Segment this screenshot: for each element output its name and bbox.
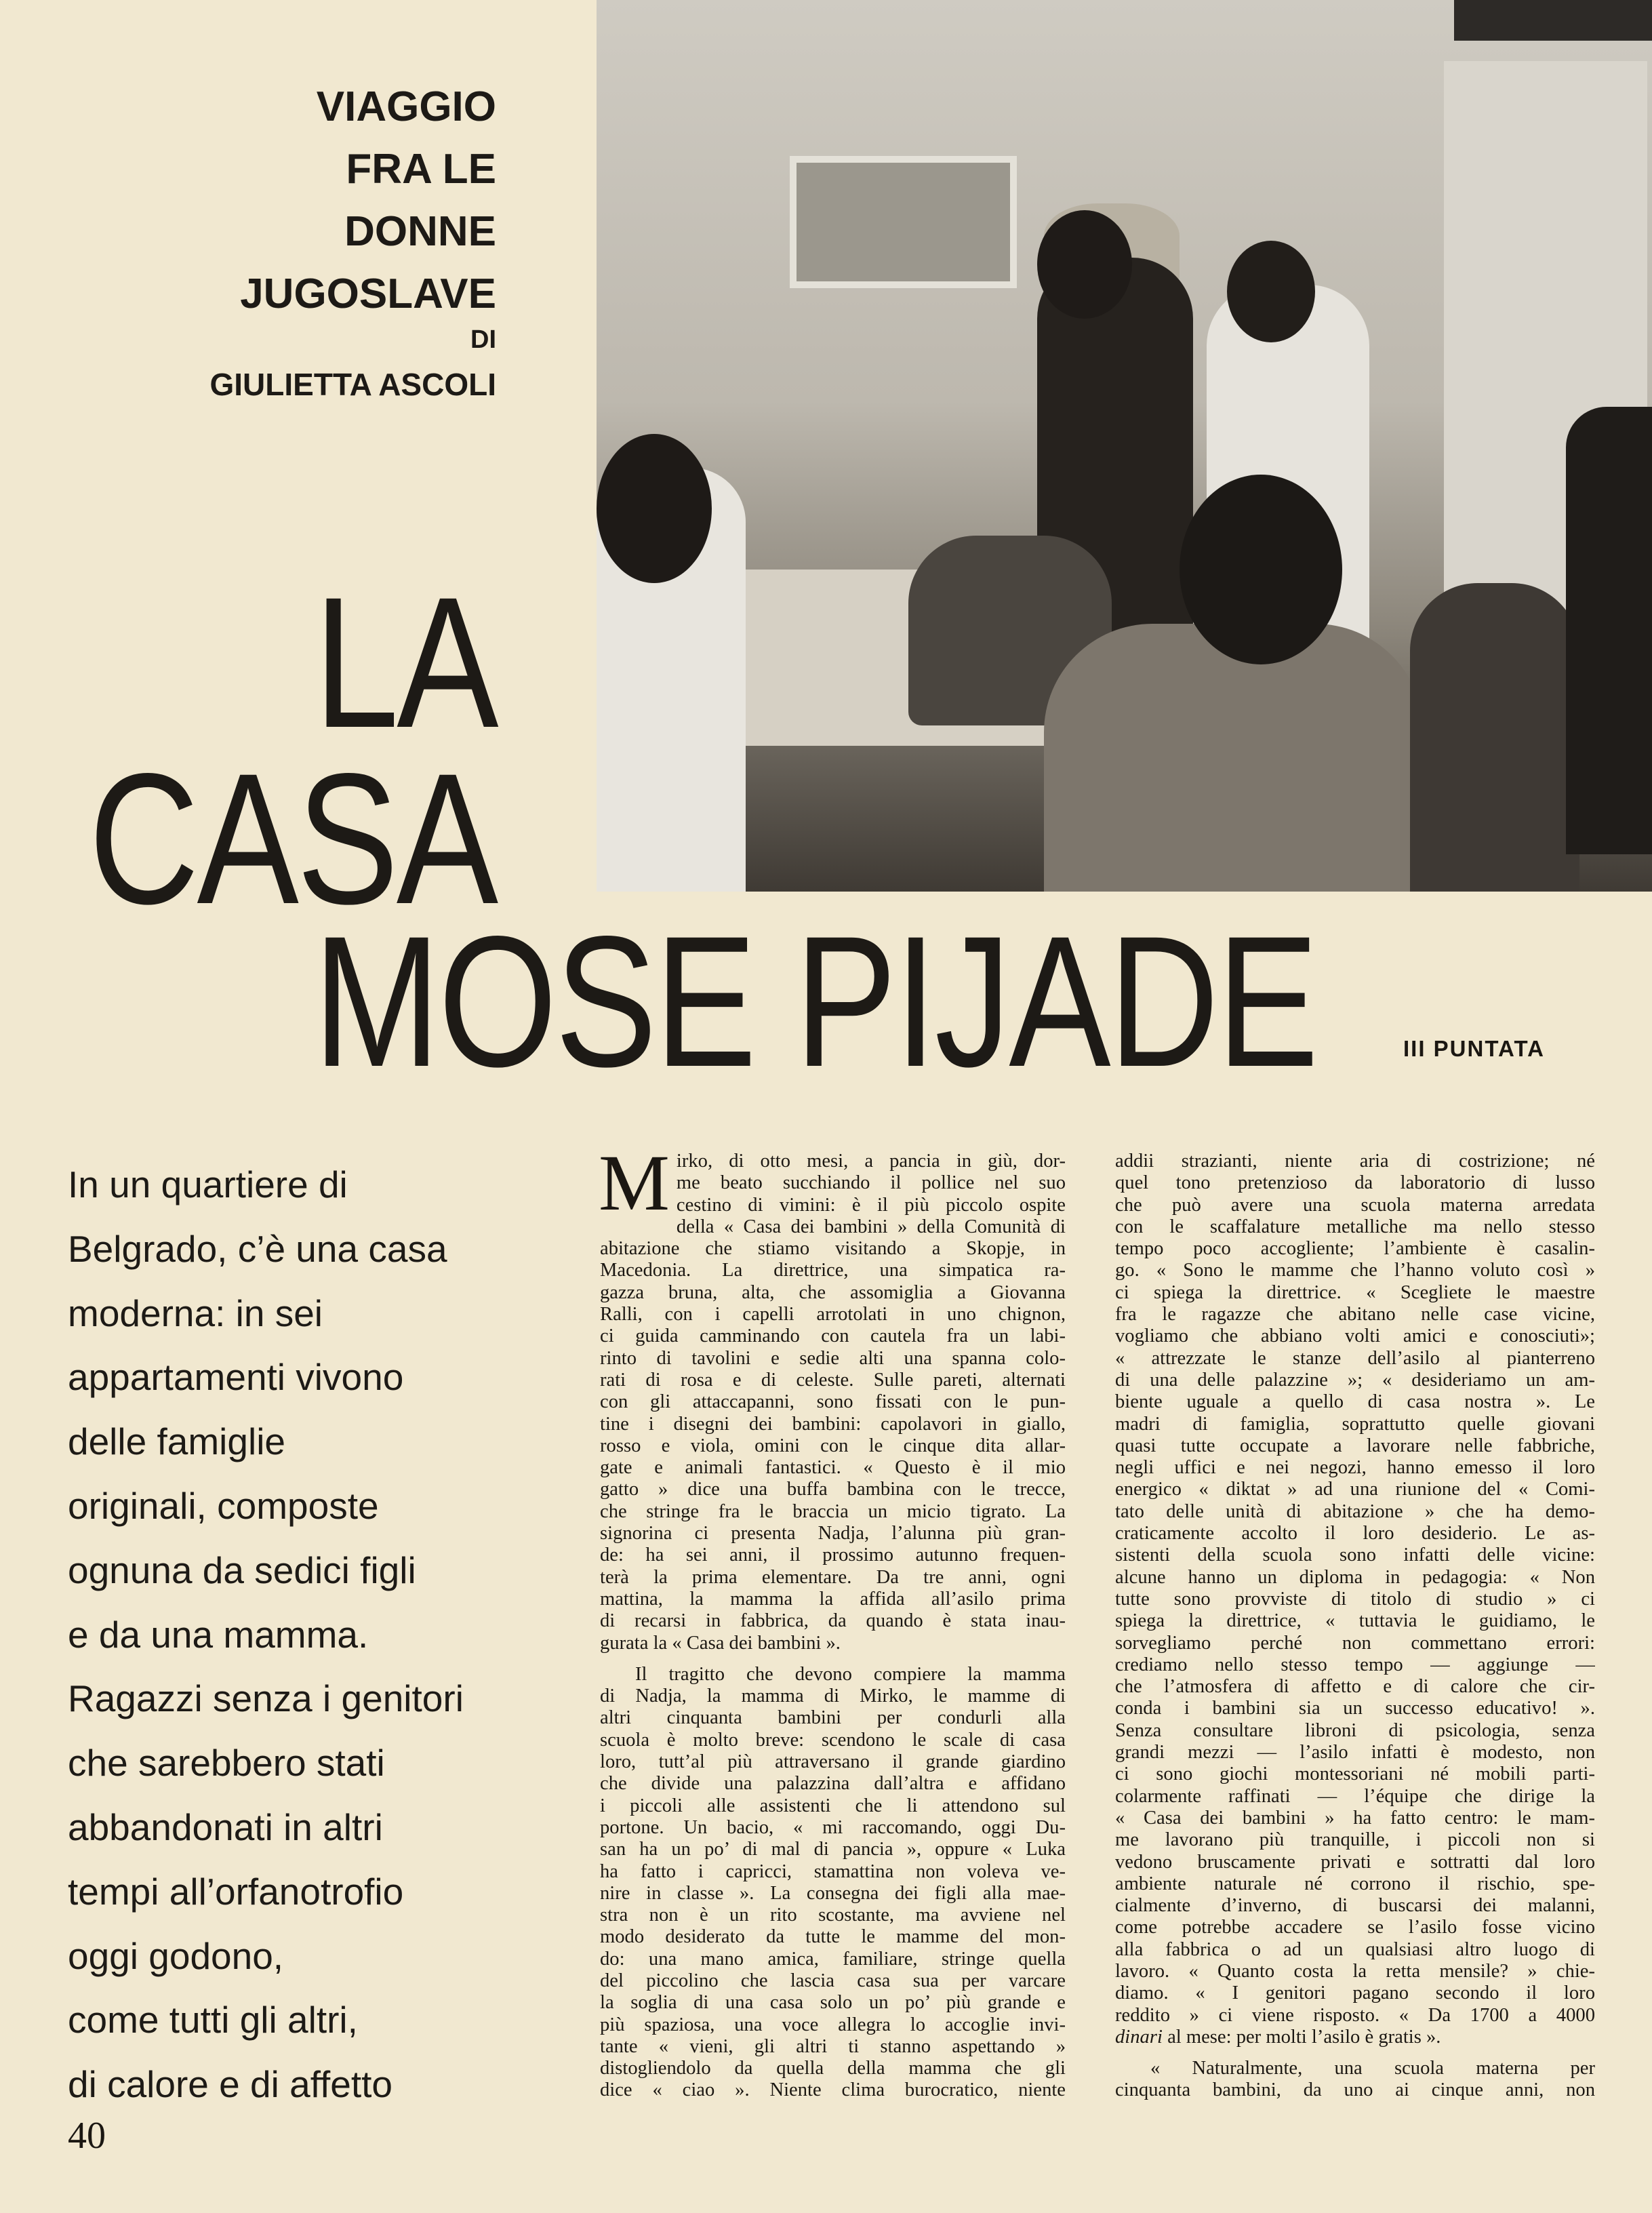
text-line: i piccoli alle assistenti che li attendono sul [600,1795,1066,1816]
text-line: sorvegliamo perché non commettano errori: [1115,1632,1595,1654]
text-line: Macedonia. La direttrice, una simpatica ra- [600,1260,1066,1281]
series-title [240,76,496,325]
text-line: che può avere una scuola materna arredata [1115,1194,1595,1216]
text-line: rinto di tavolini e sedie alti una spanna colo- [600,1347,1066,1369]
intro-standfirst [68,1153,536,2117]
head [1037,210,1132,319]
text-line: negli uffici e nei negozi, hanno emesso il loro [1115,1457,1595,1479]
text-line: cestino di vimini: è il più piccolo ospite [676,1194,1066,1216]
text-line: fra le ragazze che abitano nelle case vicine, [1115,1304,1595,1325]
intro-line: delle famiglie [68,1420,286,1463]
intro-line: originali, composte [68,1484,379,1527]
text-line: conda i bambini sia un successo educativo! ». [1115,1698,1595,1719]
text-line: gatto » dice una buffa bambina con le trecce, [600,1479,1066,1500]
text-line: dice « ciao ». Niente clima burocratico, niente [600,2079,1066,2101]
text-line: che stringe fra le braccia un micio tigrato. La [600,1500,1066,1522]
wall-painting [790,156,1017,288]
text-line: tine i disegni dei bambini: capolavori in giallo, [600,1413,1066,1435]
text-line: gate e animali fantastici. « Questo è il mio [600,1457,1066,1479]
text-line: del piccolino che lascia casa sua per varcare [600,1970,1066,1991]
text-line: tempo poco accogliente; l’ambiente è casalin- [1115,1238,1595,1260]
article-column-right [1115,1151,1595,2111]
text-line: con gli attaccapanni, sono fissati con le pun- [600,1391,1066,1413]
text-line: gazza bruna, alta, che assomiglia a Giovanna [600,1281,1066,1303]
text-line: signorina ci presenta Nadja, l’alunna più gran- [600,1523,1066,1544]
article-column-middle [599,1138,1066,2111]
text-line: diamo. « I genitori pagano secondo il loro [1115,1982,1595,2004]
intro-line: che sarebbero stati [68,1742,385,1785]
series-line: JUGOSLAVE [240,271,496,317]
text-line: de: ha sei anni, il prossimo autunno frequen- [600,1544,1066,1566]
text-line: portone. Un bacio, « mi raccomando, oggi Du- [600,1816,1066,1838]
text-line: vogliamo che abbiano volti amici e conosciuti»; [1115,1325,1595,1347]
paragraph [599,1138,1066,1654]
text-line: gurata la « Casa dei bambini ». [600,1632,841,1654]
text-line: tutte sono provviste di titolo di studio » ci [1115,1588,1595,1610]
text-line: altri cinquanta bambini per condurli alla [600,1707,1066,1729]
head [597,434,712,583]
text-line: modo desiderato da tutte le mamme del mon- [600,1926,1066,1948]
text-line: irko, di otto mesi, a pancia in giù, dor- [676,1151,1066,1172]
text-line: rosso e viola, omini con le cinque dita allar- [600,1435,1066,1456]
intro-line: Ragazzi senza i genitori [68,1677,464,1720]
intro-line: di calore e di affetto [68,2063,393,2106]
text-line: grandi mezzi — l’asilo infatti è modesto, non [1115,1742,1595,1763]
text-line: colarmente raffinati — l’équipe che dirige la [1115,1785,1595,1807]
top-edge-strip [1454,0,1652,41]
text-line: madri di famiglia, soprattutto quelle giovani [1115,1413,1595,1435]
text-line: reddito » ci viene risposto. « Da 1700 a 4000 [1115,2004,1595,2026]
text-line: quasi tutte occupate a lavorare nelle fabbriche, [1115,1435,1595,1456]
paragraph [600,1664,1066,2102]
intro-line: In un quartiere di [68,1163,348,1205]
paragraph [1115,2058,1595,2102]
text-line: lavoro. « Quanto costa la retta mensile? » chie- [1115,1960,1595,1982]
series-line: FRA LE [346,146,496,193]
intro-line: tempi all’orfanotrofio [68,1870,404,1913]
text-line: distogliendolo da quella della mamma che gli [600,2058,1066,2079]
page-number: 40 [68,2115,106,2157]
seated-woman [1410,583,1579,892]
text-line: do: una mano amica, familiare, stringe quella [600,1948,1066,1970]
series-line: VIAGGIO [316,83,496,130]
text-line: di Nadja, la mamma di Mirko, le mamme di [600,1686,1066,1707]
text-line: spiega la direttrice, « tuttavia le guidiamo, le [1115,1610,1595,1632]
text-line: stra non è un rito scostante, ma avviene nel [600,1905,1066,1926]
text-line: ci spiega la direttrice. « Scegliete le maestre [1115,1281,1595,1303]
text-line: alla fabbrica o ad un qualsiasi altro luogo di [1115,1938,1595,1960]
text-line: loro, tutt’al più attraversano il grande giardino [600,1751,1066,1773]
text-line: energico « diktat » ad una riunione del « Comi- [1115,1479,1595,1500]
text-line: come potrebbe accadere se l’asilo fosse vicino [1115,1917,1595,1938]
text-line: alcune hanno un diploma in pedagogia: « Non [1115,1566,1595,1588]
intro-line: come tutti gli altri, [68,1999,358,2041]
text-line: che l’atmosfera di affetto e di calore che cir- [1115,1676,1595,1698]
text-line: nire in classe ». La consegna dei figli alla mae- [600,1882,1066,1904]
seated-woman-patterned-dress [1044,624,1424,892]
text-line: più spaziosa, una voce allegra lo accoglie invi- [600,2014,1066,2035]
text-line: ci sono giochi montessoriani né mobili parti- [1115,1763,1595,1785]
text-line: ha fatto i capricci, stamattina non voleva ve- [600,1860,1066,1882]
intro-line: oggi godono, [68,1934,284,1977]
headline-line-1: LA [313,559,496,767]
text-line: che divide una palazzina dall’altra e affidano [600,1773,1066,1795]
article-photo [597,0,1652,892]
text-line: « Casa dei bambini » ha fatto centro: le mam- [1115,1807,1595,1829]
text-line: san ha un po’ di mal di pancia », oppure « Luka [600,1839,1066,1860]
text-line: ambiente naturale né corrono il rischio, spe- [1115,1873,1595,1894]
intro-line: appartamenti vivono [68,1356,404,1399]
text-line: cinquanta bambini, da uno ai cinque anni, non [1115,2079,1595,2101]
text-line: sistenti della scuola sono infatti delle vicine: [1115,1544,1595,1566]
text-line: della « Casa dei bambini » della Comunità di [676,1216,1066,1237]
text-line: terà la prima elementare. Da tre anni, ogni [600,1566,1066,1588]
text-line: con le scaffalature metalliche ma nello stesso [1115,1216,1595,1237]
text-line: rati di rosa e di celeste. Sulle pareti, alternati [600,1369,1066,1391]
text-line: vedono bruscamente privati e sottratti dal loro [1115,1851,1595,1873]
text-line: dinari al mese: per molti l’asilo è gratis ». [1115,2026,1441,2048]
headline-line-2: CASA [89,735,496,943]
installment-label: III PUNTATA [1403,1036,1545,1061]
text-line: me lavorano più tranquille, i piccoli non si [1115,1829,1595,1851]
text-line: cialmente d’inverno, di buscarsi dei malanni, [1115,1895,1595,1917]
text-line: me beato succhiando il pollice nel suo [676,1172,1066,1194]
text-line: crediamo nello stesso tempo — aggiunge — [1115,1654,1595,1675]
text-line: craticamente accolto il loro desiderio. Le as- [1115,1523,1595,1544]
text-line: Ralli, con i capelli arrotolati in uno chignon, [600,1304,1066,1325]
text-line: scuola è molto breve: scendono le scale di casa [600,1729,1066,1751]
intro-line: ognuna da sedici figli [68,1549,416,1591]
head [1227,241,1315,342]
intro-line: abbandonati in altri [68,1806,383,1848]
drop-cap: M [599,1138,670,1227]
head [1180,475,1342,664]
text-line: di una delle palazzine »; « desideriamo un am- [1115,1369,1595,1391]
text-line: biente uguale a quello di casa nostra ». Le [1115,1391,1595,1413]
text-line: abitazione che stiamo visitando a Skopje, in [600,1238,1066,1260]
text-line: tante « vieni, gli altri ti stanno aspettando » [600,2035,1066,2057]
text-line: addii strazianti, niente aria di costrizione; né [1115,1151,1595,1172]
text-line: quel tono pretenzioso da laboratorio di lusso [1115,1172,1595,1194]
intro-line: Belgrado, c’è una casa [68,1227,447,1270]
text-line: mattina, la mamma la affida all’asilo prima [600,1588,1066,1610]
text-line: « attrezzate le stanze dell’asilo al pianterreno [1115,1347,1595,1369]
byline-di: DI [470,325,496,354]
headline-line-3: MOSE PIJADE [313,898,1317,1106]
text-line: la soglia di una casa solo un po’ più grande e [600,1992,1066,2014]
text-line: di recarsi in fabbrica, da quando è stata inau- [600,1610,1066,1632]
text-line: tato delle unità di abitazione » che ha demo- [1115,1500,1595,1522]
text-line: Il tragitto che devono compiere la mamma [635,1663,1066,1685]
intro-line: e da una mamma. [68,1613,369,1656]
byline-author: GIULIETTA ASCOLI [209,367,496,402]
paragraph [1115,1151,1595,2048]
intro-line: moderna: in sei [68,1292,323,1334]
standing-woman [1566,407,1652,854]
text-line: Senza consultare libroni di psicologia, senza [1115,1719,1595,1741]
text-line: go. « Sono le mamme che l’hanno voluto così » [1115,1260,1595,1281]
text-line: « Naturalmente, una scuola materna per [1150,2058,1595,2079]
series-line: DONNE [344,208,496,255]
text-line: ci guida camminando con cautela fra un labi- [600,1325,1066,1347]
